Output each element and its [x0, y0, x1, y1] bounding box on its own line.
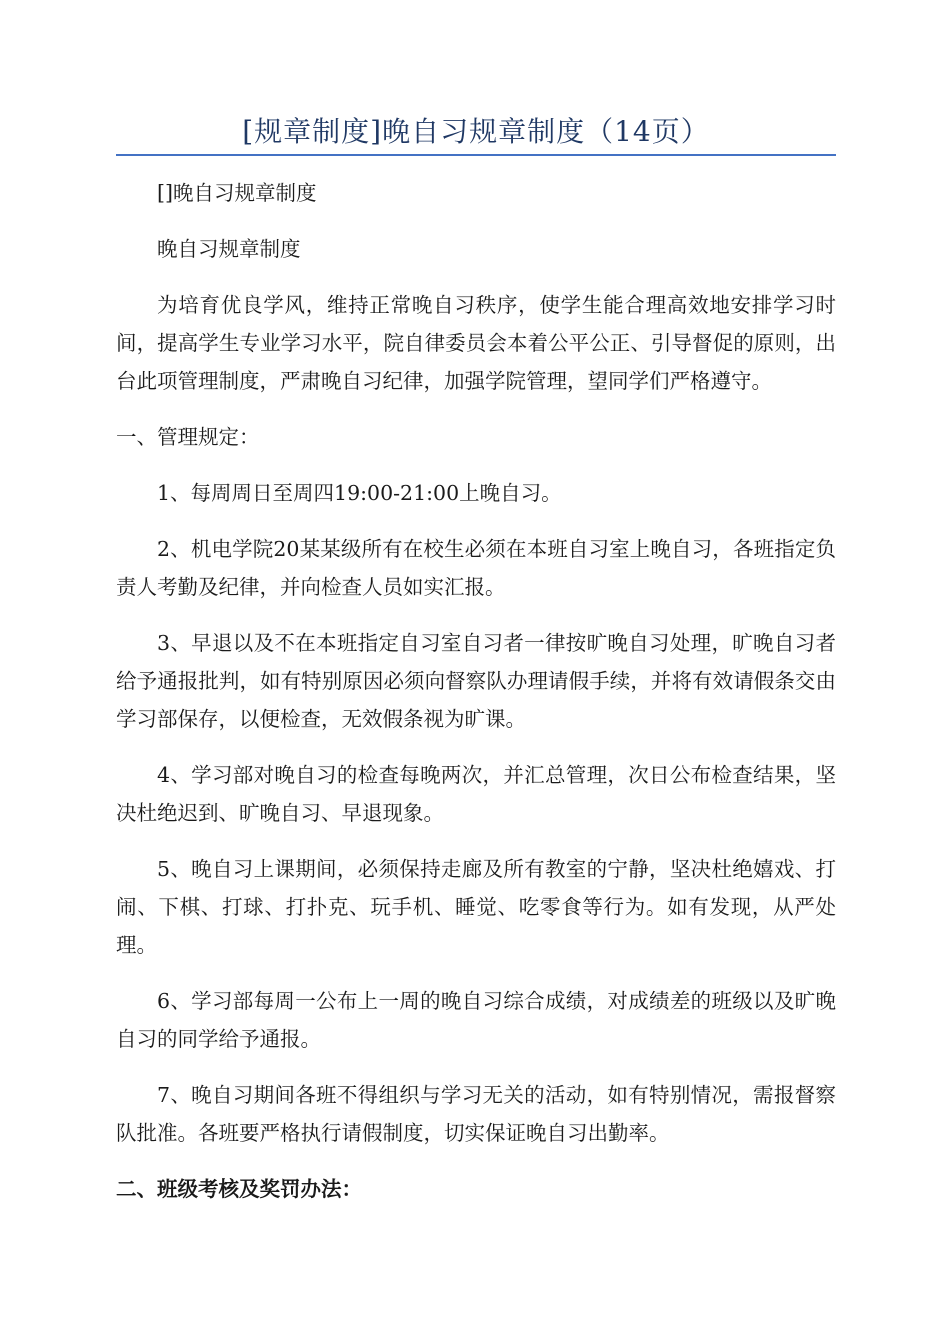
subtitle-line-1: []晚自习规章制度 [157, 181, 317, 205]
rule-item-2: 2、机电学院20某某级所有在校生必须在本班自习室上晚自习，各班指定负责人考勤及纪律，并向检查人员如实汇报。 [116, 537, 836, 599]
document-body [116, 174, 836, 1226]
section-heading-management: 一、管理规定： [116, 425, 260, 449]
rule-item-6: 6、学习部每周一公布上一周的晚自习综合成绩，对成绩差的班级以及旷晚自习的同学给予通报。 [116, 989, 836, 1051]
title-underline [116, 154, 836, 156]
rule-item-5: 5、晚自习上课期间，必须保持走廊及所有教室的宁静，坚决杜绝嬉戏、打闹、下棋、打球、打扑克、玩手机、睡觉、吃零食等行为。如有发现，从严处理。 [116, 857, 836, 957]
rule-item-1: 1、每周周日至周四19:00-21:00上晚自习。 [157, 481, 562, 505]
section-heading-assessment: 二、班级考核及奖罚办法： [116, 1177, 362, 1201]
rule-item-7: 7、晚自习期间各班不得组织与学习无关的活动，如有特别情况，需报督察队批准。各班要严格执行请假制度，切实保证晚自习出勤率。 [116, 1083, 836, 1145]
rule-item-4: 4、学习部对晚自习的检查每晚两次，并汇总管理，次日公布检查结果，坚决杜绝迟到、旷晚自习、早退现象。 [116, 763, 836, 825]
subtitle-line-2: 晚自习规章制度 [157, 237, 301, 261]
document-title: [规章制度]晚自习规章制度（14页） [242, 115, 710, 148]
intro-paragraph: 为培育优良学风，维持正常晚自习秩序，使学生能合理高效地安排学习时间，提高学生专业学习水平，院自律委员会本着公平公正、引导督促的原则，出台此项管理制度，严肃晚自习纪律，加强学院管理，望同学们严格遵守。 [116, 293, 836, 393]
rule-item-3: 3、早退以及不在本班指定自习室自习者一律按旷晚自习处理，旷晚自习者给予通报批判，如有特别原因必须向督察队办理请假手续，并将有效请假条交由学习部保存，以便检查，无效假条视为旷课。 [116, 631, 836, 731]
